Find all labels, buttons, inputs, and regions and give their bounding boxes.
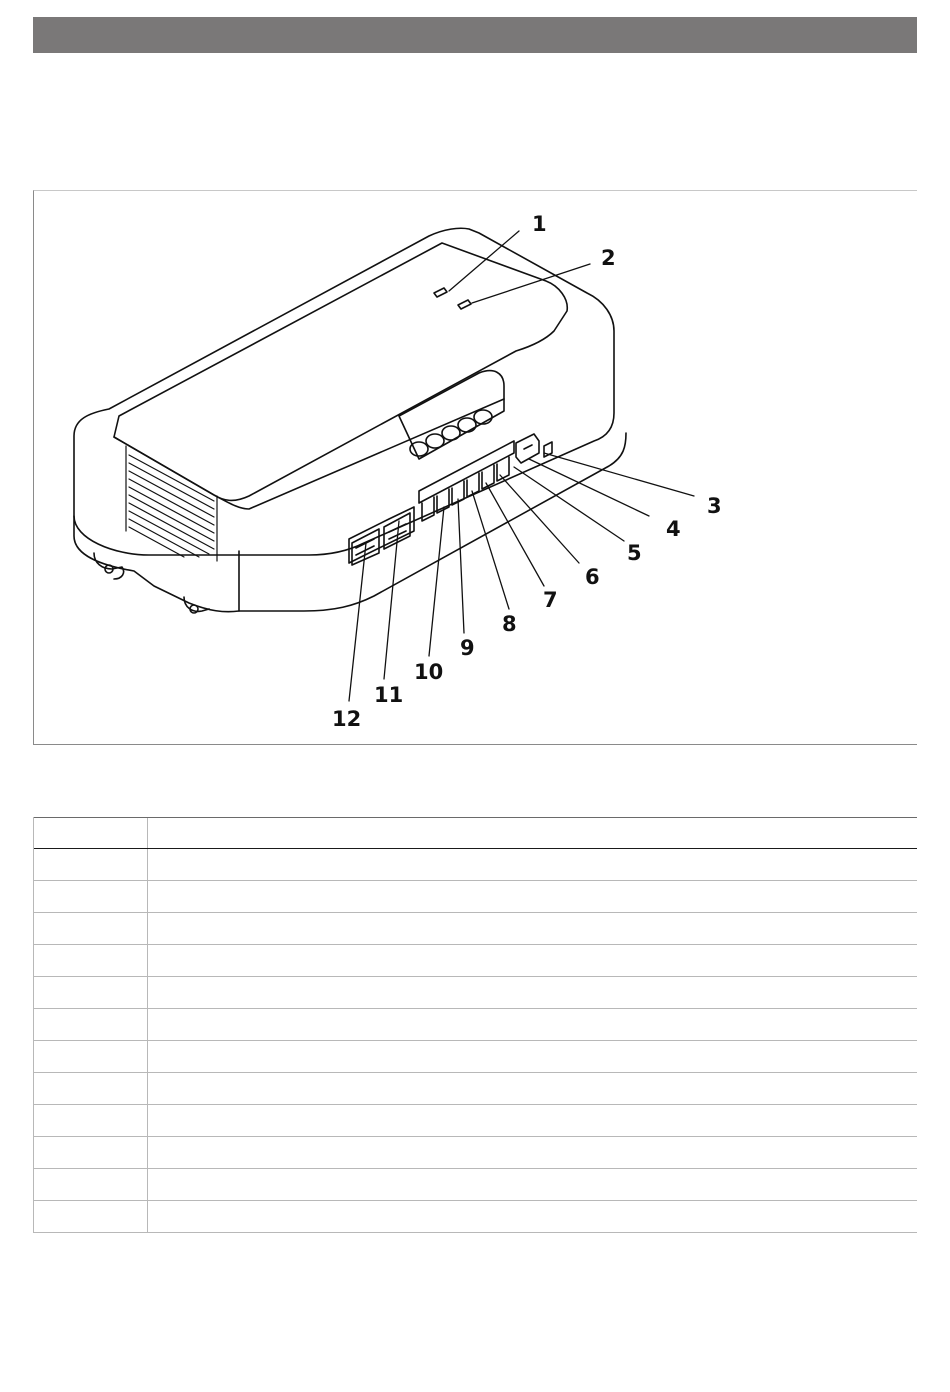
table-cell-description [148,881,917,912]
table-cell-number [33,977,148,1008]
table-row [33,881,917,913]
led-1 [434,288,447,297]
table-row [33,977,917,1009]
table-header-row [33,817,917,849]
table-cell-number [33,913,148,944]
table-cell-number [33,849,148,880]
table-cell-number [33,1137,148,1168]
callout-1: 1 [532,212,547,236]
table-row [33,913,917,945]
callout-2: 2 [601,246,616,270]
table-cell-number [33,1105,148,1136]
table-row [33,1105,917,1137]
section-header-bar [33,17,917,53]
table-row [33,1041,917,1073]
callout-8: 8 [502,612,517,636]
table-body [33,849,917,1233]
led-2 [458,300,471,309]
table-cell-description [148,1041,917,1072]
callout-3: 3 [707,494,722,518]
callout-10: 10 [414,660,444,684]
table-cell-description [148,1009,917,1040]
table-row [33,1201,917,1233]
table-row [33,1169,917,1201]
table-cell-description [148,1201,917,1232]
table-row [33,849,917,881]
table-cell-number [33,881,148,912]
terminal-port-block [419,441,514,521]
table-row [33,1009,917,1041]
callout-leaders [349,231,694,701]
vent-grille [126,446,217,561]
parts-table [33,817,917,1233]
table-row [33,1073,917,1105]
callout-9: 9 [460,636,475,660]
header-cell-number [33,818,148,848]
table-row [33,945,917,977]
table-cell-number [33,1009,148,1040]
top-connector-window [399,371,504,459]
table-cell-description [148,913,917,944]
callout-7: 7 [543,588,558,612]
callout-5: 5 [627,541,642,565]
table-cell-number [33,1073,148,1104]
device-illustration [34,191,918,746]
device-figure [33,190,917,745]
table-cell-number [33,1201,148,1232]
table-cell-number [33,1041,148,1072]
table-cell-description [148,945,917,976]
table-cell-description [148,1137,917,1168]
header-cell-description [148,818,917,848]
table-cell-description [148,1105,917,1136]
mounting-foot-right [184,597,209,611]
table-cell-description [148,1073,917,1104]
table-cell-description [148,849,917,880]
callout-6: 6 [585,565,600,589]
table-row [33,1137,917,1169]
table-cell-description [148,977,917,1008]
callout-12: 12 [332,707,362,731]
table-cell-description [148,1169,917,1200]
callout-11: 11 [374,683,404,707]
table-cell-number [33,1169,148,1200]
table-cell-number [33,945,148,976]
device-housing [74,228,614,555]
connector-3 [516,434,539,463]
callout-4: 4 [666,517,681,541]
